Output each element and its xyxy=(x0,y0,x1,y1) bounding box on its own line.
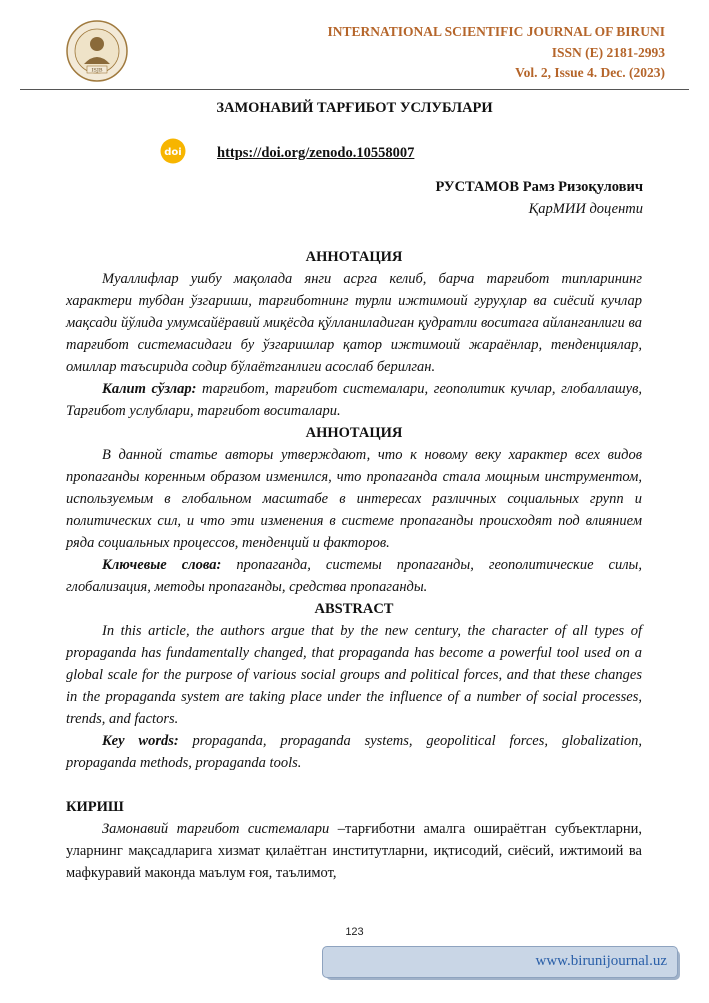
intro-text xyxy=(66,818,642,884)
doi-icon xyxy=(160,138,186,164)
abstract-ru-heading: АННОТАЦИЯ xyxy=(305,425,403,441)
author-name: РУСТАМОВ Рамз Ризоқулович xyxy=(435,179,643,195)
svg-text:doi: doi xyxy=(164,147,182,158)
abstract-en-heading: ABSTRACT xyxy=(314,601,394,617)
author-affiliation: ҚарМИИ доценти xyxy=(528,201,643,217)
keywords-en xyxy=(66,730,642,774)
keywords-uz xyxy=(66,378,642,422)
keywords-ru-label: Ключевые слова: xyxy=(102,557,222,573)
header-divider xyxy=(20,89,689,90)
keywords-en-label: Key words: xyxy=(102,733,179,749)
abstract-uz-heading: АННОТАЦИЯ xyxy=(305,249,403,265)
journal-logo xyxy=(66,20,128,82)
footer-banner xyxy=(322,946,678,978)
abstract-ru-text: В данной статье авторы утверждают, что к новому веку характер всех видов пропаганды коренным образом изменился, что пропаганда стала мощным инструментом, используемым в глобальном масштабе в интересах различных социальных групп и политических сил, и что эти изменения в системе пропаганды происходят под влиянием ряда социальных процессов, тенденций и факторов. xyxy=(66,447,642,551)
paper-title: ЗАМОНАВИЙ ТАРҒИБОТ УСЛУБЛАРИ xyxy=(216,100,493,116)
keywords-ru-text: пропаганда, системы пропаганды, геополитические силы, глобализация, методы пропаганды, средства пропаганды. xyxy=(66,557,642,595)
journal-name: INTERNATIONAL SCIENTIFIC JOURNAL OF BIRUNI xyxy=(327,24,665,39)
website-link[interactable]: www.birunijournal.uz xyxy=(535,953,667,969)
keywords-ru xyxy=(66,554,642,598)
intro-heading: КИРИШ xyxy=(66,799,124,815)
abstract-uz-text: Муаллифлар ушбу мақолада янги асрга келиб, барча тарғибот типларининг характери тубдан ўзгариши, тарғиботнинг турли ижтимоий гуруҳлар ва сиёсий кучлар мақсади йўлида умумсайёравий миқёсда қўлланиладиган қудратли воситага айланганлиги ва тарғибот системасидаги бу ўзгаришлар қатор ижтимоий жараёнлар, тенденциялар, омиллар таъсирида содир бўлаётганлиги асослаб берилган. xyxy=(66,271,642,375)
keywords-uz-text: тарғибот, тарғибот системалари, геополитик кучлар, глобаллашув, Тарғибот услублари, тарғибот воситалари. xyxy=(66,381,643,419)
svg-text:ISJB: ISJB xyxy=(91,67,103,74)
keywords-uz-label: Калит сўзлар: xyxy=(102,381,197,397)
journal-header xyxy=(327,22,665,84)
journal-issn: ISSN (E) 2181-2993 xyxy=(551,44,665,60)
page-number: 123 xyxy=(345,926,364,938)
abstract-en-text: In this article, the authors argue that by the new century, the character of all types of propaganda has fundamentally changed, that propaganda has become a powerful tool used on a global scale for the purpose of various social groups and political forces, and that these changes in the propaganda system are taking place under the influence of a number of social processes, trends, and factors. xyxy=(66,623,642,727)
intro-italic: Замонавий тарғибот системалари xyxy=(102,821,330,837)
article-body xyxy=(66,246,642,884)
keywords-en-text: propaganda, propaganda systems, geopolitical forces, globalization, propaganda methods, propaganda tools. xyxy=(66,733,642,771)
doi-link[interactable]: https://doi.org/zenodo.10558007 xyxy=(217,145,415,161)
journal-volume: Vol. 2, Issue 4. Dec. (2023) xyxy=(515,65,665,80)
intro-body: –тарғиботни амалга ошираётган субъектларни, уларнинг мақсадларига хизмат қилаётган институтларни, иқтисодий, сиёсий, ижтимоий ва мафкуравий маконда маълум ғоя, таълимот, xyxy=(66,821,642,881)
